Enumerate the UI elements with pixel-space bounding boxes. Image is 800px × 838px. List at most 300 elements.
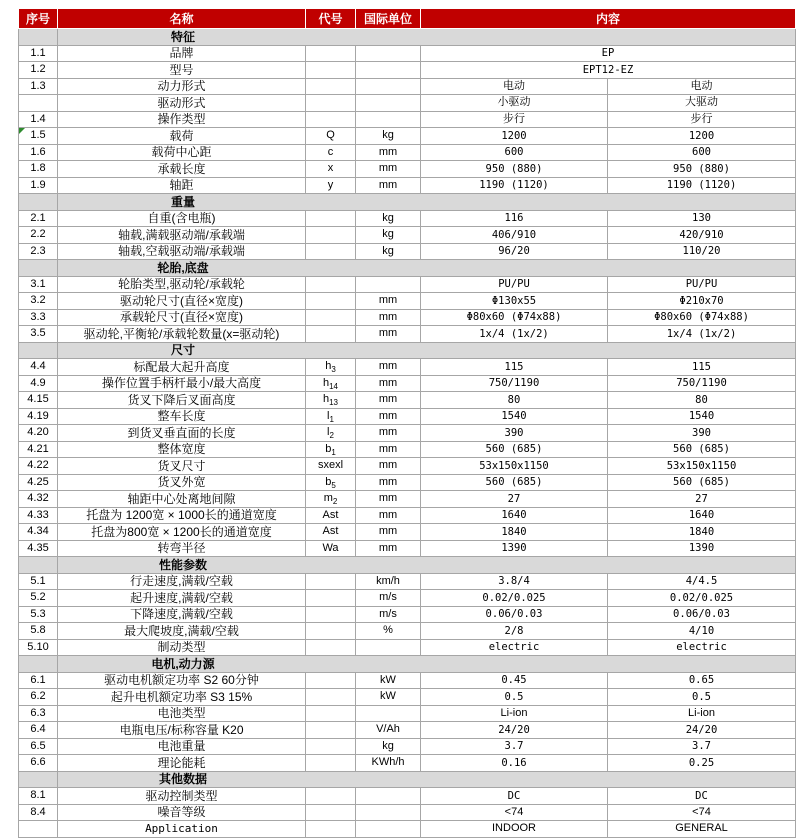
- row-no: 4.33: [27, 508, 49, 521]
- row-unit: mm: [378, 145, 398, 158]
- row-unit: mm: [378, 393, 398, 406]
- row-unit-cell: [356, 722, 421, 739]
- row-unit-cell: [356, 95, 421, 112]
- row-value-2: 560 (685): [673, 443, 730, 455]
- row-value-cell-2: [608, 590, 796, 607]
- spec-row: [19, 45, 796, 62]
- row-value-cell-2: [608, 293, 796, 310]
- row-no-cell: [19, 441, 58, 458]
- row-code-cell: [306, 392, 356, 409]
- row-name: 自重(含电瓶): [147, 211, 216, 226]
- row-no-cell: [19, 606, 58, 623]
- row-unit-cell: [356, 210, 421, 227]
- spec-row: [19, 507, 796, 524]
- row-name: 托盘为 1200宽 × 1000长的通道宽度: [86, 508, 277, 523]
- row-value-cell-1: [421, 293, 608, 310]
- section-title: 性能参数: [158, 557, 207, 572]
- row-name: 驱动轮,平衡轮/承载轮数量(x=驱动轮): [83, 326, 280, 341]
- section-title-cell: [58, 771, 796, 788]
- header-cell-name: 名称: [58, 9, 306, 29]
- spec-row: [19, 243, 796, 260]
- row-code: l: [327, 426, 330, 439]
- row-value-1: 1840: [501, 525, 527, 538]
- row-value-2: Li-ion: [688, 706, 715, 719]
- row-value-cell-2: [608, 491, 796, 508]
- row-no: 3.5: [30, 327, 46, 340]
- row-value-cell-1: [421, 210, 608, 227]
- row-no: 4.9: [30, 376, 46, 389]
- row-value-1: 0.45: [501, 674, 527, 686]
- row-value-1: 560 (685): [485, 443, 543, 455]
- section-title-cell: [58, 194, 796, 211]
- row-no: 2.1: [30, 211, 46, 224]
- row-name-cell: [58, 78, 306, 95]
- row-value-cell-1: [421, 375, 608, 392]
- spec-row: [19, 375, 796, 392]
- row-name: 货叉下降后叉面高度: [127, 392, 236, 407]
- row-no-cell: [19, 474, 58, 491]
- header-cell-unit: 国际单位: [356, 9, 421, 29]
- row-value-1: 电动: [503, 79, 525, 92]
- row-unit: km/h: [376, 574, 400, 587]
- row-name-cell: [58, 722, 306, 739]
- row-name-cell: [58, 540, 306, 557]
- row-code-cell: [306, 276, 356, 293]
- spec-row: [19, 111, 796, 128]
- row-code-cell: [306, 540, 356, 557]
- row-unit: %: [383, 624, 393, 637]
- section-no-cell: [19, 771, 58, 788]
- row-value-1: 560 (685): [485, 476, 543, 488]
- row-value-cell-1: [421, 408, 608, 425]
- row-unit: mm: [378, 492, 398, 505]
- row-name-cell: [58, 441, 306, 458]
- row-unit-cell: [356, 111, 421, 128]
- row-value-cell-2: [608, 606, 796, 623]
- row-unit: mm: [378, 178, 398, 191]
- row-name: 最大爬坡度,满载/空载: [124, 623, 239, 638]
- row-no-cell: [19, 111, 58, 128]
- row-no-cell: [19, 458, 58, 475]
- row-name: 驱动电机额定功率 S2 60分钟: [104, 673, 259, 688]
- row-unit: mm: [378, 294, 398, 307]
- row-unit-cell: [356, 375, 421, 392]
- row-code-cell: [306, 639, 356, 656]
- section-title-cell: [58, 29, 796, 46]
- row-no: 2.3: [30, 244, 46, 257]
- row-code: Wa: [322, 541, 339, 554]
- section-row: [19, 194, 796, 211]
- row-value-cell-1: [421, 161, 608, 178]
- comment-marker-icon: [19, 128, 25, 134]
- row-value-cell-2: [608, 705, 796, 722]
- row-name: 电池类型: [157, 706, 206, 721]
- spec-row: [19, 639, 796, 656]
- row-name-cell: [58, 210, 306, 227]
- row-name-cell: [58, 788, 306, 805]
- row-code-cell: [306, 722, 356, 739]
- section-title: 特征: [170, 29, 195, 44]
- row-no: 2.2: [30, 228, 46, 241]
- row-name: 制动类型: [157, 640, 206, 655]
- row-value-2: electric: [676, 641, 727, 653]
- row-value-cell-1: [421, 788, 608, 805]
- section-row: [19, 557, 796, 574]
- spec-row: [19, 293, 796, 310]
- row-unit: kW: [380, 673, 396, 686]
- section-no-cell: [19, 557, 58, 574]
- row-unit: KWh/h: [371, 756, 405, 769]
- spec-row: [19, 524, 796, 541]
- row-no-cell: [19, 524, 58, 541]
- row-code-cell: [306, 804, 356, 821]
- row-value-2: 1640: [688, 509, 715, 521]
- row-value-cell-1: [421, 639, 608, 656]
- row-name: 承载长度: [157, 161, 206, 176]
- row-no: 6.3: [30, 706, 46, 719]
- row-no: 6.4: [30, 723, 46, 736]
- row-code-cell: [306, 623, 356, 640]
- row-value-2: 130: [692, 212, 711, 224]
- row-value-1: 3.8/4: [498, 575, 530, 587]
- row-value-1: 1x/4 (1x/2): [479, 327, 549, 340]
- row-code-cell: [306, 326, 356, 343]
- row-no: 1.4: [30, 112, 46, 125]
- row-code-cell: [306, 738, 356, 755]
- row-unit-cell: [356, 458, 421, 475]
- row-unit: mm: [378, 525, 398, 538]
- row-unit: kg: [382, 739, 394, 752]
- row-no-cell: [19, 62, 58, 79]
- row-value-cell-1: [421, 738, 608, 755]
- spec-row: [19, 276, 796, 293]
- row-no-cell: [19, 293, 58, 310]
- spec-row: [19, 359, 796, 376]
- section-no-cell: [19, 342, 58, 359]
- row-no-cell: [19, 755, 58, 772]
- row-name: 品牌: [169, 46, 194, 61]
- row-value-2: 24/20: [685, 723, 718, 736]
- row-value-1: 24/20: [498, 723, 530, 736]
- row-value-cell-1: [421, 111, 608, 128]
- spec-row: [19, 788, 796, 805]
- row-value-cell-1: [421, 276, 608, 293]
- row-code-subscript: 14: [329, 381, 339, 391]
- row-value-1: 406/910: [491, 228, 537, 241]
- row-unit-cell: [356, 491, 421, 508]
- spec-row: [19, 309, 796, 326]
- section-title: 电机,动力源: [151, 656, 215, 671]
- row-code-cell: [306, 672, 356, 689]
- row-value-1: 1200: [501, 129, 527, 142]
- section-title-cell: [58, 342, 796, 359]
- row-name-cell: [58, 672, 306, 689]
- row-no: 6.5: [30, 739, 46, 752]
- row-name: 承载轮尺寸(直径×宽度): [119, 310, 243, 325]
- spec-row: [19, 161, 796, 178]
- row-value-2: 4/4.5: [685, 575, 718, 587]
- row-value-cell-2: [608, 408, 796, 425]
- row-code-cell: [306, 161, 356, 178]
- row-value-2: 4/10: [688, 624, 715, 637]
- row-no-cell: [19, 144, 58, 161]
- row-name: 轴距中心处离地间隙: [127, 491, 236, 506]
- row-name-cell: [58, 177, 306, 194]
- section-no-cell: [19, 194, 58, 211]
- row-code: c: [327, 145, 334, 158]
- header-cell-content: 内容: [421, 9, 796, 29]
- row-unit: mm: [378, 508, 398, 521]
- row-name: 轴载,空载驱动端/承载端: [118, 244, 245, 259]
- row-no: 4.35: [27, 541, 49, 554]
- row-name-cell: [58, 573, 306, 590]
- section-title-cell: [58, 260, 796, 277]
- row-no-cell: [19, 243, 58, 260]
- row-value-cell-2: [608, 95, 796, 112]
- row-no-cell: [19, 804, 58, 821]
- row-name: Application: [145, 822, 218, 836]
- row-unit: mm: [378, 376, 398, 389]
- row-name-cell: [58, 639, 306, 656]
- row-no: 4.21: [27, 442, 49, 455]
- row-value-cell-merged: [421, 62, 796, 79]
- row-no: 6.2: [30, 690, 46, 703]
- row-no: 4.15: [27, 393, 49, 406]
- row-value-1: Φ130x55: [491, 294, 537, 307]
- row-value-2: 电动: [690, 79, 713, 92]
- row-name: 整体宽度: [157, 442, 206, 457]
- row-unit-cell: [356, 788, 421, 805]
- row-name-cell: [58, 425, 306, 442]
- row-no-cell: [19, 507, 58, 524]
- row-value-cell-2: [608, 821, 796, 838]
- section-no-cell: [19, 260, 58, 277]
- row-no-cell: [19, 425, 58, 442]
- section-row: [19, 260, 796, 277]
- row-unit: kg: [382, 244, 394, 257]
- row-no: 3.3: [30, 310, 46, 323]
- spec-row: [19, 326, 796, 343]
- row-name-cell: [58, 128, 306, 145]
- row-value-2: 750/1190: [676, 377, 727, 389]
- row-value-1: 1640: [501, 509, 527, 521]
- row-value-cell-2: [608, 507, 796, 524]
- row-no-cell: [19, 788, 58, 805]
- row-value-cell-1: [421, 359, 608, 376]
- row-no-cell: [19, 210, 58, 227]
- row-no: 8.1: [30, 789, 46, 802]
- row-code-cell: [306, 375, 356, 392]
- row-no: 1.1: [30, 46, 46, 59]
- row-value-1: 750/1190: [488, 377, 540, 389]
- row-value-1: 0.16: [501, 756, 527, 769]
- row-value-cell-2: [608, 540, 796, 557]
- row-unit-cell: [356, 293, 421, 310]
- row-value-cell-1: [421, 590, 608, 607]
- spec-row: [19, 722, 796, 739]
- row-value-2: 600: [692, 146, 711, 158]
- row-no: 1.5: [30, 129, 46, 142]
- row-value-1: 950 (880): [485, 162, 543, 175]
- spec-row: [19, 177, 796, 194]
- row-value-2: 0.06/0.03: [673, 608, 730, 620]
- row-name: 货叉外宽: [157, 475, 206, 490]
- row-no-cell: [19, 705, 58, 722]
- row-value-1: 96/20: [498, 245, 530, 257]
- row-no: 4.20: [27, 426, 49, 439]
- row-value-1: 390: [504, 426, 524, 439]
- row-unit-cell: [356, 821, 421, 838]
- row-name-cell: [58, 689, 306, 706]
- row-unit-cell: [356, 45, 421, 62]
- row-value-2: Φ210x70: [679, 294, 724, 307]
- row-name: 托盘为800宽 × 1200长的通道宽度: [91, 524, 272, 539]
- row-code-cell: [306, 111, 356, 128]
- row-no: 4.19: [27, 409, 49, 422]
- row-name-cell: [58, 326, 306, 343]
- row-name-cell: [58, 458, 306, 475]
- row-unit-cell: [356, 689, 421, 706]
- row-no-cell: [19, 623, 58, 640]
- row-value-2: 步行: [690, 112, 713, 125]
- row-value-2: 0.65: [688, 674, 715, 686]
- row-no: 4.34: [27, 525, 49, 538]
- row-value-cell-2: [608, 524, 796, 541]
- row-value-1: 1190 (1120): [479, 179, 549, 191]
- row-no-cell: [19, 161, 58, 178]
- row-code-subscript: 1: [329, 414, 334, 424]
- row-value-cell-1: [421, 309, 608, 326]
- spec-row: [19, 540, 796, 557]
- row-code-subscript: 13: [329, 398, 339, 408]
- row-no: 5.2: [30, 591, 46, 604]
- row-value-1: PU/PU: [498, 278, 530, 290]
- row-code-cell: [306, 95, 356, 112]
- row-code-cell: [306, 45, 356, 62]
- row-value-cell-1: [421, 227, 608, 244]
- row-unit-cell: [356, 359, 421, 376]
- row-code: b: [325, 442, 332, 455]
- row-name: 载荷中心距: [151, 145, 212, 160]
- spec-row: [19, 392, 796, 409]
- row-name-cell: [58, 524, 306, 541]
- row-no-cell: [19, 738, 58, 755]
- row-name: 驱动控制类型: [145, 788, 218, 803]
- row-value-2: 27: [695, 492, 708, 505]
- row-value-2: 53x150x1150: [666, 459, 737, 472]
- spec-row: [19, 227, 796, 244]
- row-name-cell: [58, 45, 306, 62]
- row-no-cell: [19, 590, 58, 607]
- row-value-cell-2: [608, 111, 796, 128]
- row-value-1: 0.06/0.03: [485, 608, 543, 620]
- row-code-cell: [306, 474, 356, 491]
- row-value-cell-2: [608, 375, 796, 392]
- row-no: 8.4: [30, 805, 46, 818]
- row-code: m: [323, 492, 333, 505]
- row-value-1: 27: [507, 492, 521, 505]
- section-title: 轮胎,底盘: [157, 260, 209, 275]
- row-unit-cell: [356, 474, 421, 491]
- row-unit-cell: [356, 161, 421, 178]
- row-name-cell: [58, 276, 306, 293]
- row-name-cell: [58, 705, 306, 722]
- row-unit-cell: [356, 276, 421, 293]
- row-name: 载荷: [169, 128, 194, 143]
- row-unit: mm: [378, 541, 398, 554]
- spec-table-body: [19, 29, 796, 838]
- row-unit-cell: [356, 309, 421, 326]
- row-no-cell: [19, 326, 58, 343]
- row-name-cell: [58, 375, 306, 392]
- row-unit-cell: [356, 243, 421, 260]
- row-value-2: Φ80x60 (Φ74x88): [654, 311, 749, 323]
- row-value-cell-1: [421, 128, 608, 145]
- row-no: 5.3: [30, 607, 46, 620]
- row-no: 3.2: [30, 294, 46, 307]
- row-name: 行走速度,满载/空载: [130, 574, 233, 589]
- row-unit: kW: [380, 690, 396, 703]
- row-name: 驱动形式: [157, 95, 206, 110]
- spec-row: [19, 672, 796, 689]
- row-value-cell-merged: [421, 45, 796, 62]
- row-no-cell: [19, 227, 58, 244]
- row-value-1: 1390: [501, 542, 527, 554]
- row-no: 1.3: [30, 79, 46, 92]
- row-code: b: [325, 475, 332, 488]
- row-unit: m/s: [379, 591, 397, 604]
- row-code-cell: [306, 128, 356, 145]
- spec-row: [19, 590, 796, 607]
- row-value-2: 560 (685): [673, 476, 730, 488]
- row-name-cell: [58, 309, 306, 326]
- row-name-cell: [58, 359, 306, 376]
- row-value-cell-2: [608, 177, 796, 194]
- row-name: 操作位置手柄杆最小/最大高度: [101, 376, 262, 391]
- row-name-cell: [58, 227, 306, 244]
- row-no-cell: [19, 540, 58, 557]
- row-value-cell-2: [608, 227, 796, 244]
- row-value-1: 115: [504, 360, 524, 373]
- row-no-cell: [19, 491, 58, 508]
- row-no-cell: [19, 408, 58, 425]
- row-value-cell-1: [421, 573, 608, 590]
- row-value-cell-2: [608, 425, 796, 442]
- row-code-cell: [306, 606, 356, 623]
- row-value-cell-2: [608, 78, 796, 95]
- row-code-cell: [306, 293, 356, 310]
- row-value-cell-1: [421, 243, 608, 260]
- row-no: 5.10: [27, 640, 49, 653]
- row-unit-cell: [356, 177, 421, 194]
- row-name: 轴载,满载驱动端/承载端: [118, 227, 245, 242]
- row-no-cell: [19, 45, 58, 62]
- spec-row: [19, 689, 796, 706]
- row-value-2: 1390: [688, 542, 715, 554]
- row-value-1: electric: [488, 641, 540, 653]
- row-code-subscript: 3: [331, 365, 336, 375]
- row-code-cell: [306, 309, 356, 326]
- row-value-2: 1840: [688, 525, 715, 538]
- row-unit-cell: [356, 128, 421, 145]
- spec-table: [18, 8, 796, 838]
- row-value-cell-2: [608, 392, 796, 409]
- row-code-cell: [306, 243, 356, 260]
- row-code: h: [322, 376, 330, 389]
- row-unit-cell: [356, 606, 421, 623]
- row-value-cell-2: [608, 128, 796, 145]
- row-value-2: 0.02/0.025: [669, 591, 734, 604]
